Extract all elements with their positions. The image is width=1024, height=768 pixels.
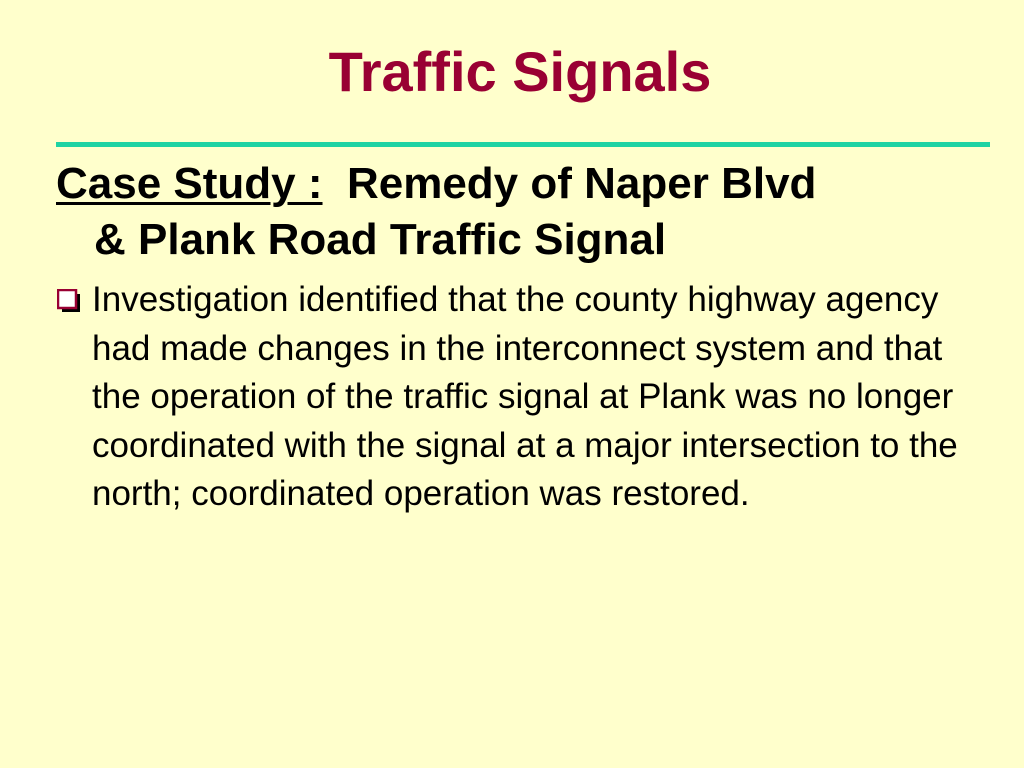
- case-study-title-line1: Remedy of Naper Blvd: [346, 159, 817, 208]
- case-study-heading: [56, 156, 986, 268]
- case-study-title-line2: & Plank Road Traffic Signal: [94, 215, 667, 264]
- slide-title: Traffic Signals: [328, 40, 712, 103]
- bullet-text: Investigation identified that the county highway agency had made changes in the interconnect system and that the operation of the traffic signal at Plank was no longer coordinated with the signal at a major intersection to the north; coordinated operation was restored.: [92, 280, 958, 513]
- title-divider: [56, 142, 990, 147]
- case-study-label: Case Study :: [56, 159, 323, 208]
- bullet-item: [56, 276, 991, 519]
- checkbox-square-icon: [57, 289, 81, 313]
